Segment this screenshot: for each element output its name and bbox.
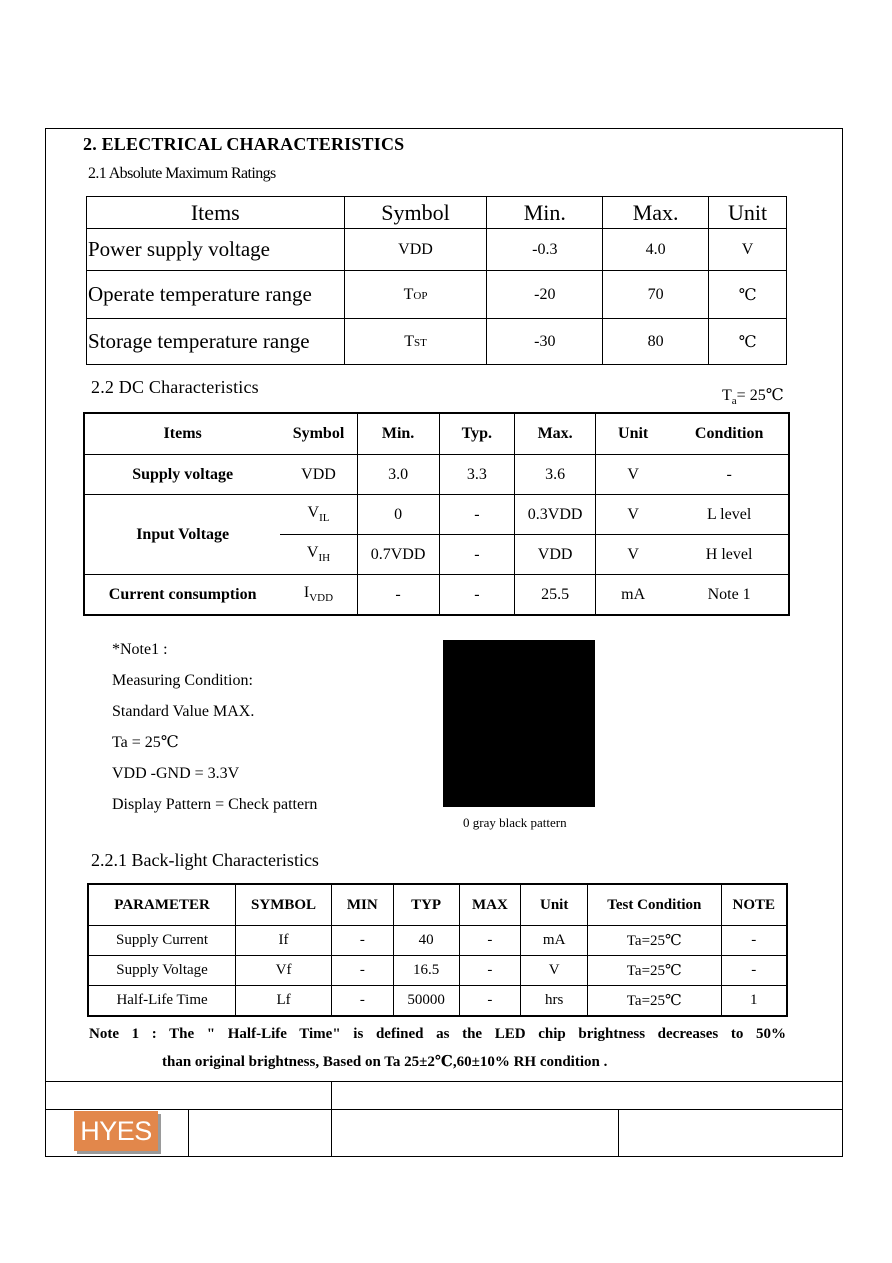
header-cell: Test Condition bbox=[588, 884, 722, 926]
note1-line: Standard Value MAX. bbox=[112, 703, 255, 720]
item-cell: Input Voltage bbox=[84, 495, 280, 575]
section-title: 2. ELECTRICAL CHARACTERISTICS bbox=[83, 134, 405, 154]
unit-cell: V bbox=[709, 229, 787, 271]
symbol-cell bbox=[280, 575, 357, 616]
typ-cell: - bbox=[439, 575, 515, 616]
header-cell: Unit bbox=[521, 884, 588, 926]
header-cell: Typ. bbox=[439, 413, 515, 455]
table-row bbox=[88, 986, 787, 1017]
backlight-note-line2: than original brightness, Based on Ta 25±2℃,60±10% RH condition . bbox=[162, 1054, 608, 1070]
table-row bbox=[88, 956, 787, 986]
min-cell: 3.0 bbox=[357, 455, 439, 495]
header-cell: PARAMETER bbox=[88, 884, 236, 926]
table-cell: V bbox=[521, 956, 588, 986]
symbol-cell bbox=[280, 495, 357, 535]
typ-cell: - bbox=[439, 495, 515, 535]
unit-cell: V bbox=[596, 455, 671, 495]
table-cell: - bbox=[459, 956, 521, 986]
table-cell: - bbox=[331, 956, 393, 986]
header-cell: Max. bbox=[603, 197, 709, 229]
header-cell: SYMBOL bbox=[236, 884, 332, 926]
table-cell: 40 bbox=[393, 926, 459, 956]
footer-divider bbox=[331, 1081, 332, 1157]
table-cell: If bbox=[236, 926, 332, 956]
footer-divider bbox=[188, 1109, 189, 1157]
condition-cell: - bbox=[670, 455, 789, 495]
table-cell: 16.5 bbox=[393, 956, 459, 986]
header-cell: Condition bbox=[670, 413, 789, 455]
header-cell: NOTE bbox=[721, 884, 787, 926]
note1-line: Display Pattern = Check pattern bbox=[112, 796, 318, 813]
symbol-subscript: IH bbox=[318, 552, 331, 565]
table-cell: Ta=25℃ bbox=[588, 956, 722, 986]
symbol-cell bbox=[344, 271, 487, 319]
max-cell: 70 bbox=[603, 271, 709, 319]
item-cell: Operate temperature range bbox=[87, 271, 345, 319]
symbol-cell bbox=[344, 229, 487, 271]
condition-cell: Note 1 bbox=[670, 575, 789, 616]
typ-cell: 3.3 bbox=[439, 455, 515, 495]
table-cell: hrs bbox=[521, 986, 588, 1017]
symbol-subscript: ST bbox=[413, 336, 427, 349]
symbol-text: I bbox=[303, 584, 310, 602]
symbol-cell: VDD bbox=[280, 455, 357, 495]
symbol-cell bbox=[344, 319, 487, 365]
typ-cell: - bbox=[439, 535, 515, 575]
table-cell: Half-Life Time bbox=[88, 986, 236, 1017]
dc-title: 2.2 DC Characteristics bbox=[91, 377, 259, 397]
backlight-header-row bbox=[88, 884, 787, 926]
condition-cell: H level bbox=[670, 535, 789, 575]
symbol-text: T bbox=[404, 332, 414, 350]
header-cell: Min. bbox=[487, 197, 603, 229]
symbol-text: V bbox=[307, 504, 320, 522]
table-cell: Supply Current bbox=[88, 926, 236, 956]
footer-divider bbox=[45, 1081, 843, 1082]
ta-label: T bbox=[722, 387, 732, 404]
symbol-subscript: IL bbox=[319, 512, 330, 525]
min-cell: -20 bbox=[487, 271, 603, 319]
dc-header-row bbox=[84, 413, 789, 455]
note1-line: Ta = 25℃ bbox=[112, 734, 179, 751]
ta-value: = 25℃ bbox=[736, 387, 784, 404]
min-cell: 0.7VDD bbox=[357, 535, 439, 575]
table-cell: 50000 bbox=[393, 986, 459, 1017]
item-cell: Supply voltage bbox=[84, 455, 280, 495]
table-cell: - bbox=[331, 986, 393, 1017]
symbol-text: T bbox=[403, 285, 414, 303]
ta-subscript: a bbox=[731, 395, 737, 408]
min-cell: -0.3 bbox=[487, 229, 603, 271]
symbol-text: V bbox=[306, 544, 319, 562]
table-row bbox=[84, 455, 789, 495]
abs-max-header-row bbox=[87, 197, 787, 229]
header-cell: Items bbox=[87, 197, 345, 229]
table-cell: - bbox=[721, 926, 787, 956]
backlight-note bbox=[89, 1020, 786, 1076]
unit-cell: V bbox=[596, 535, 671, 575]
table-cell: - bbox=[331, 926, 393, 956]
table-cell: - bbox=[721, 956, 787, 986]
max-cell: 0.3VDD bbox=[515, 495, 596, 535]
dc-table bbox=[83, 412, 790, 616]
backlight-title: 2.2.1 Back-light Characteristics bbox=[91, 850, 319, 870]
table-cell: Lf bbox=[236, 986, 332, 1017]
footer-divider bbox=[45, 1109, 843, 1110]
table-cell: 1 bbox=[721, 986, 787, 1017]
header-cell: Items bbox=[84, 413, 280, 455]
table-cell: Supply Voltage bbox=[88, 956, 236, 986]
note1-line: *Note1 : bbox=[112, 641, 168, 658]
table-row bbox=[87, 271, 787, 319]
symbol-text: VDD bbox=[398, 240, 433, 258]
header-cell: MAX bbox=[459, 884, 521, 926]
table-cell: Vf bbox=[236, 956, 332, 986]
header-cell: TYP bbox=[393, 884, 459, 926]
abs-max-table bbox=[86, 196, 787, 365]
symbol-subscript: OP bbox=[413, 289, 428, 302]
header-cell: Symbol bbox=[344, 197, 487, 229]
note1-block bbox=[112, 634, 317, 820]
min-cell: -30 bbox=[487, 319, 603, 365]
min-cell: 0 bbox=[357, 495, 439, 535]
unit-cell: V bbox=[596, 495, 671, 535]
header-cell: Unit bbox=[709, 197, 787, 229]
table-cell: mA bbox=[521, 926, 588, 956]
table-row bbox=[84, 495, 789, 535]
symbol-subscript: VDD bbox=[309, 592, 334, 605]
min-cell: - bbox=[357, 575, 439, 616]
unit-cell: ℃ bbox=[709, 271, 787, 319]
company-logo: HYES bbox=[74, 1111, 158, 1151]
header-cell: MIN bbox=[331, 884, 393, 926]
footer-divider bbox=[618, 1109, 619, 1157]
item-cell: Current consumption bbox=[84, 575, 280, 616]
table-row bbox=[87, 319, 787, 365]
item-cell: Power supply voltage bbox=[87, 229, 345, 271]
abs-max-title: 2.1 Absolute Maximum Ratings bbox=[88, 165, 276, 182]
ta-condition bbox=[722, 385, 784, 407]
header-cell: Unit bbox=[596, 413, 671, 455]
max-cell: 3.6 bbox=[515, 455, 596, 495]
symbol-cell bbox=[280, 535, 357, 575]
header-cell: Symbol bbox=[280, 413, 357, 455]
note1-line: Measuring Condition: bbox=[112, 672, 253, 689]
backlight-table bbox=[87, 883, 788, 1017]
header-cell: Min. bbox=[357, 413, 439, 455]
max-cell: 25.5 bbox=[515, 575, 596, 616]
black-pattern-image bbox=[443, 640, 595, 807]
max-cell: 80 bbox=[603, 319, 709, 365]
unit-cell: ℃ bbox=[709, 319, 787, 365]
item-cell: Storage temperature range bbox=[87, 319, 345, 365]
table-cell: - bbox=[459, 986, 521, 1017]
table-row bbox=[87, 229, 787, 271]
table-cell: - bbox=[459, 926, 521, 956]
note1-line: VDD -GND = 3.3V bbox=[112, 765, 240, 782]
backlight-note-line1: Note 1 : The " Half-Life Time" is defined as the LED chip brightness decreases to 50% bbox=[89, 1026, 786, 1042]
table-cell: Ta=25℃ bbox=[588, 926, 722, 956]
header-cell: Max. bbox=[515, 413, 596, 455]
condition-cell: L level bbox=[670, 495, 789, 535]
table-row bbox=[84, 575, 789, 616]
table-row bbox=[88, 926, 787, 956]
max-cell: 4.0 bbox=[603, 229, 709, 271]
unit-cell: mA bbox=[596, 575, 671, 616]
table-cell: Ta=25℃ bbox=[588, 986, 722, 1017]
pattern-caption: 0 gray black pattern bbox=[463, 815, 567, 830]
max-cell: VDD bbox=[515, 535, 596, 575]
